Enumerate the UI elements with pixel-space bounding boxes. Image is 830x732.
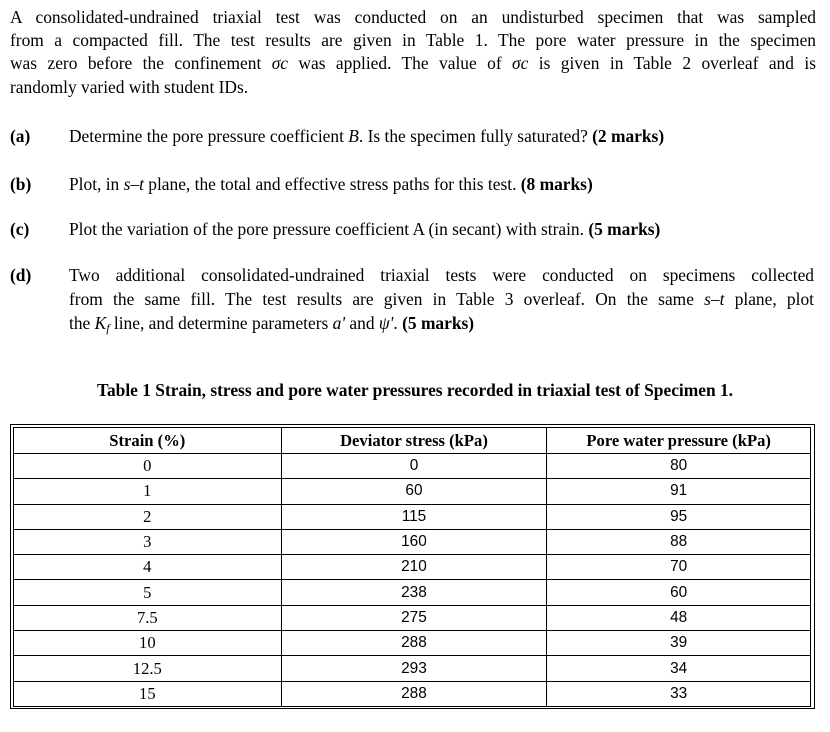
deviator-stress-cell: 0 bbox=[281, 454, 547, 479]
intro-text: was applied. The value of bbox=[288, 53, 513, 74]
strain-cell: 0 bbox=[14, 454, 282, 479]
table-row bbox=[14, 555, 811, 580]
table-row bbox=[14, 479, 811, 504]
deviator-stress-cell: 160 bbox=[281, 529, 547, 554]
symbol-a-prime: a' bbox=[332, 313, 346, 333]
strain-cell: 4 bbox=[14, 555, 282, 580]
strain-cell: 15 bbox=[14, 681, 282, 706]
marks: (2 marks) bbox=[592, 126, 665, 146]
table-row bbox=[14, 656, 811, 681]
intro-line bbox=[10, 52, 816, 75]
pore-pressure-cell: 80 bbox=[547, 454, 811, 479]
table-row bbox=[14, 580, 811, 605]
text: plane, plot bbox=[724, 289, 814, 309]
intro-line: randomly varied with student IDs. bbox=[10, 76, 249, 97]
pore-pressure-cell: 91 bbox=[547, 479, 811, 504]
intro-paragraph bbox=[10, 6, 816, 99]
text: from the same fill. The test results are given in Table 3 overleaf. On the same bbox=[69, 289, 705, 309]
table-caption: Table 1 Strain, stress and pore water pressures recorded in triaxial test of Specimen 1. bbox=[96, 380, 734, 400]
pore-pressure-cell: 39 bbox=[547, 631, 811, 656]
header-pore-pressure: Pore water pressure (kPa) bbox=[547, 428, 811, 454]
table-row bbox=[14, 529, 811, 554]
strain-cell: 3 bbox=[14, 529, 282, 554]
strain-cell: 10 bbox=[14, 631, 282, 656]
text: the bbox=[69, 313, 95, 333]
data-table bbox=[13, 427, 811, 707]
marks: (5 marks) bbox=[588, 219, 661, 239]
table-row bbox=[14, 454, 811, 479]
text: Plot the variation of the pore pressure coefficient A (in secant) with strain. bbox=[69, 219, 589, 239]
intro-line: A consolidated-undrained triaxial test was conducted on an undisturbed specimen that was sampled bbox=[10, 7, 816, 27]
pore-pressure-cell: 70 bbox=[547, 555, 811, 580]
text-line bbox=[69, 287, 814, 311]
deviator-stress-cell: 115 bbox=[281, 504, 547, 529]
symbol-st: s–t bbox=[123, 174, 144, 194]
text: . bbox=[393, 313, 403, 333]
deviator-stress-cell: 293 bbox=[281, 656, 547, 681]
question-text bbox=[69, 263, 814, 340]
deviator-stress-cell: 288 bbox=[281, 681, 547, 706]
strain-cell: 7.5 bbox=[14, 605, 282, 630]
table-frame bbox=[10, 424, 815, 709]
question-text bbox=[69, 217, 814, 241]
text-line: Two additional consolidated-undrained triaxial tests were conducted on specimens collected bbox=[69, 265, 814, 285]
text: and bbox=[345, 313, 379, 333]
subscript-f: f bbox=[106, 321, 110, 335]
intro-text: was zero before the confinement bbox=[10, 53, 272, 74]
strain-cell: 1 bbox=[14, 479, 282, 504]
symbol-k: K bbox=[94, 313, 107, 333]
pore-pressure-cell: 48 bbox=[547, 605, 811, 630]
deviator-stress-cell: 238 bbox=[281, 580, 547, 605]
text: plane, the total and effective stress paths for this test. bbox=[143, 174, 521, 194]
pore-pressure-cell: 34 bbox=[547, 656, 811, 681]
table-header-row bbox=[14, 428, 811, 454]
table-row bbox=[14, 504, 811, 529]
symbol-st: s–t bbox=[704, 289, 725, 309]
text: . Is the specimen fully saturated? bbox=[358, 126, 593, 146]
deviator-stress-cell: 60 bbox=[281, 479, 547, 504]
table-row bbox=[14, 605, 811, 630]
pore-pressure-cell: 88 bbox=[547, 529, 811, 554]
intro-text: is given in Table 2 overleaf and is bbox=[528, 53, 816, 74]
question-label: (a) bbox=[10, 126, 31, 146]
sigma-c-symbol: σc bbox=[271, 53, 288, 74]
strain-cell: 2 bbox=[14, 504, 282, 529]
pore-pressure-cell: 95 bbox=[547, 504, 811, 529]
intro-line: from a compacted fill. The test results are given in Table 1. The pore water pressure in the specimen bbox=[10, 30, 816, 51]
pore-pressure-cell: 60 bbox=[547, 580, 811, 605]
deviator-stress-cell: 288 bbox=[281, 631, 547, 656]
header-strain: Strain (%) bbox=[14, 428, 282, 454]
symbol-b: B bbox=[348, 126, 359, 146]
header-deviator-stress: Deviator stress (kPa) bbox=[281, 428, 547, 454]
table-row bbox=[14, 681, 811, 706]
text: Determine the pore pressure coefficient bbox=[69, 126, 349, 146]
text: Plot, in bbox=[69, 174, 124, 194]
text-line bbox=[69, 311, 814, 340]
pore-pressure-cell: 33 bbox=[547, 681, 811, 706]
question-label: (b) bbox=[10, 174, 32, 194]
table-row bbox=[14, 631, 811, 656]
sigma-c-symbol: σc bbox=[512, 53, 529, 74]
question-text bbox=[69, 124, 814, 148]
question-text bbox=[69, 172, 814, 196]
text: line, and determine parameters bbox=[109, 313, 333, 333]
marks: (5 marks) bbox=[402, 313, 475, 333]
question-label: (d) bbox=[10, 265, 32, 285]
deviator-stress-cell: 210 bbox=[281, 555, 547, 580]
symbol-psi-prime: ψ' bbox=[378, 313, 394, 333]
question-label: (c) bbox=[10, 219, 30, 239]
strain-cell: 12.5 bbox=[14, 656, 282, 681]
strain-cell: 5 bbox=[14, 580, 282, 605]
marks: (8 marks) bbox=[520, 174, 593, 194]
deviator-stress-cell: 275 bbox=[281, 605, 547, 630]
